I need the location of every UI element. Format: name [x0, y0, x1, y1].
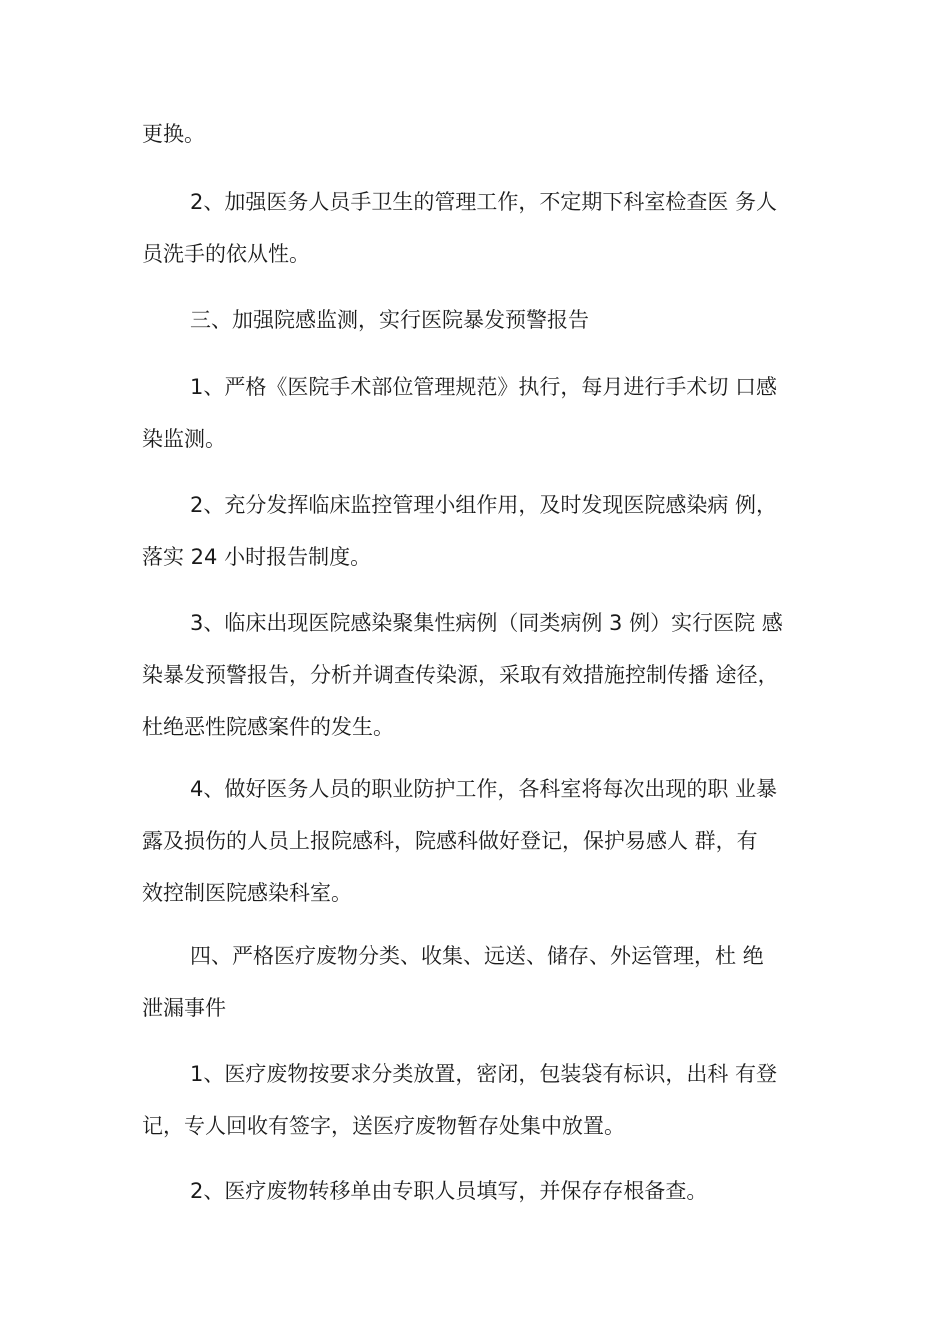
- paragraph-hand-hygiene: [142, 176, 822, 280]
- paragraph-occupational-protection: [142, 763, 822, 919]
- text-line: 4、做好医务人员的职业防护工作，各科室将每次出现的职 业暴: [190, 777, 778, 801]
- text-line: 三、加强院感监测，实行医院暴发预警报告: [190, 308, 589, 332]
- text-line: 1、医疗废物按要求分类放置，密闭，包装袋有标识，出科 有登: [190, 1062, 778, 1086]
- text-line: 员洗手的依从性。: [142, 242, 310, 266]
- text-line: 染暴发预警报告，分析并调查传染源，采取有效措施控制传播 途径，: [142, 663, 779, 687]
- paragraph-clinical-monitoring: [142, 479, 822, 583]
- text-line: 记，专人回收有签字，送医疗废物暂存处集中放置。: [142, 1114, 625, 1138]
- text-line: 四、严格医疗废物分类、收集、远送、储存、外运管理，杜 绝: [190, 944, 764, 968]
- text-line: 2、充分发挥临床监控管理小组作用，及时发现医院感染病 例，: [190, 493, 778, 517]
- section-heading-medical-waste: [142, 930, 822, 1034]
- text-line: 3、临床出现医院感染聚集性病例（同类病例 3 例）实行医院 感: [190, 611, 783, 635]
- section-heading-monitoring: [142, 294, 822, 346]
- text-line: 2、医疗废物转移单由专职人员填写，并保存存根备查。: [190, 1179, 708, 1203]
- text-line: 杜绝恶性院感案件的发生。: [142, 715, 394, 739]
- text-line: 1、严格《医院手术部位管理规范》执行，每月进行手术切 口感: [190, 375, 778, 399]
- text-line: 露及损伤的人员上报院感科，院感科做好登记，保护易感人 群，有: [142, 829, 758, 853]
- paragraph-continuation: [142, 108, 822, 160]
- text-line: 泄漏事件: [142, 996, 226, 1020]
- paragraph-surgical-site: [142, 361, 822, 465]
- paragraph-outbreak-warning: [142, 597, 822, 753]
- text-line: 染监测。: [142, 427, 226, 451]
- text-line: 更换。: [142, 122, 205, 146]
- paragraph-waste-classification: [142, 1048, 822, 1152]
- text-line: 2、加强医务人员手卫生的管理工作，不定期下科室检查医 务人: [190, 190, 778, 214]
- text-line: 落实 24 小时报告制度。: [142, 545, 372, 569]
- text-line: 效控制医院感染科室。: [142, 881, 352, 905]
- paragraph-waste-transfer: [142, 1165, 822, 1217]
